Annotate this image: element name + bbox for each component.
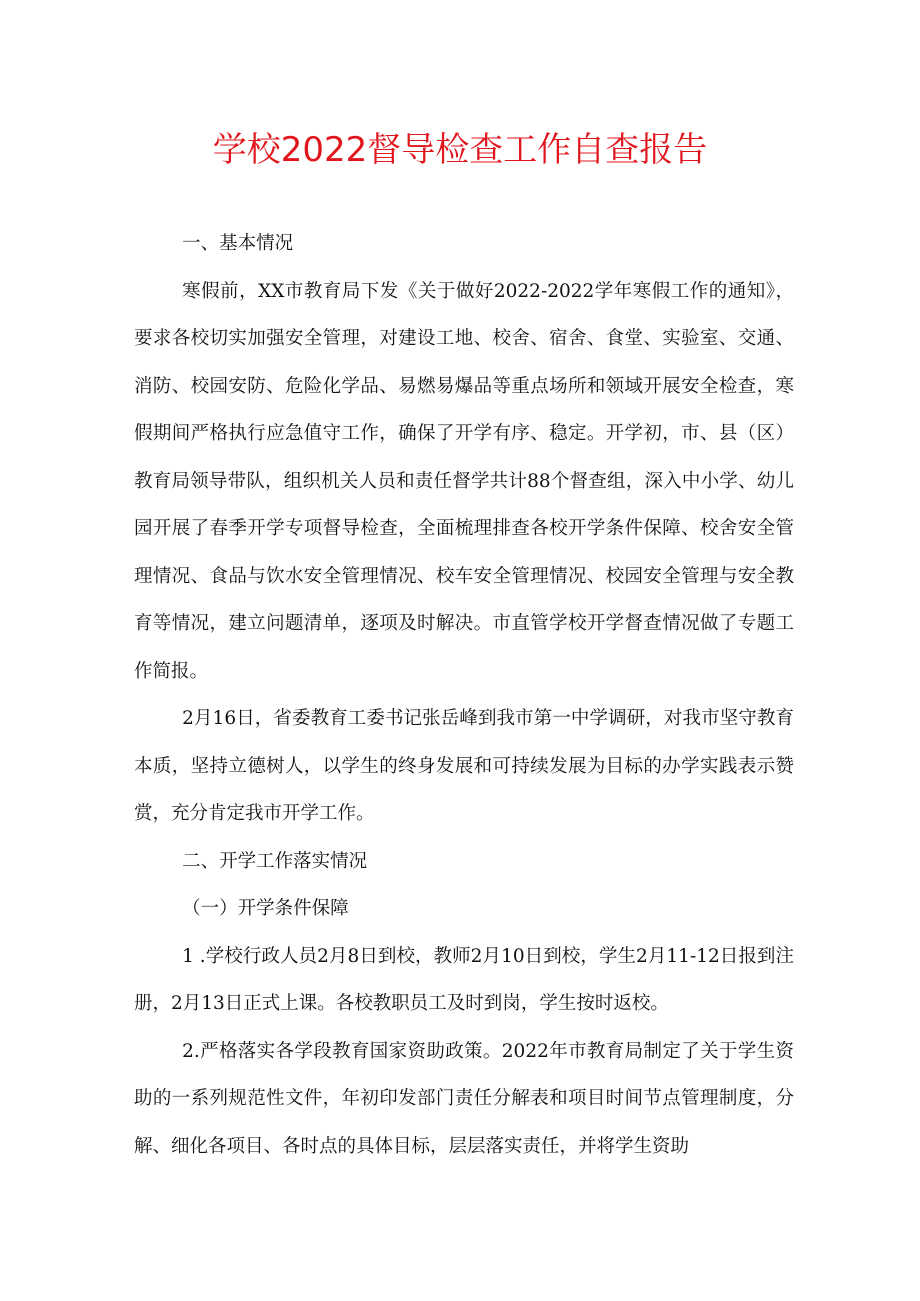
paragraph-winter-break: 寒假前，XX市教育局下发《关于做好2022-2022学年寒假工作的通知》，要求各校切实加强安全管理，对建设工地、校舍、宿舍、食堂、实验室、交通、消防、校园安防、危险化学品、易燃易爆品等重点场所和领域开展安全检查，寒假期间严格执行应急值守工作，确保了开学有序、稳定。开学初，市、县（区）教育局领导带队，组织机关人员和责任督学共计88个督查组，深入中小学、幼儿园开展了春季开学专项督导检查，全面梳理排查各校开学条件保障、校舍安全管理情况、食品与饮水安全管理情况、校车安全管理情况、校园安全管理与安全教育等情况，建立问题清单，逐项及时解决。市直管学校开学督查情况做了专题工作简报。: [134, 280, 794, 682]
paragraph-item-2: 2.严格落实各学段教育国家资助政策。2022年市教育局制定了关于学生资助的一系列规范性文件，年初印发部门责任分解表和项目时间节点管理制度，分解、细化各项目、各时点的具体目标，层层落实责任，并将学生资助: [134, 1040, 794, 1157]
document-title: 学校2022督导检查工作自查报告: [212, 130, 708, 170]
subsection-heading-conditions: （一）开学条件保障: [182, 898, 349, 919]
section-heading-implementation: 二、开学工作落实情况: [182, 850, 368, 872]
paragraph-item-1: 1 .学校行政人员2月8日到校，教师2月10日到校，学生2月11-12日报到注册，2月13日正式上课。各校教职员工及时到岗，学生按时返校。: [134, 945, 794, 1014]
section-heading-basic-situation: 一、基本情况: [182, 233, 294, 254]
document-body: [134, 220, 794, 1170]
paragraph-feb-16-visit: 2月16日，省委教育工委书记张岳峰到我市第一中学调研，对我市坚守教育本质，坚持立德树人，以学生的终身发展和可持续发展为目标的办学实践表示赞赏，充分肯定我市开学工作。: [134, 708, 794, 824]
